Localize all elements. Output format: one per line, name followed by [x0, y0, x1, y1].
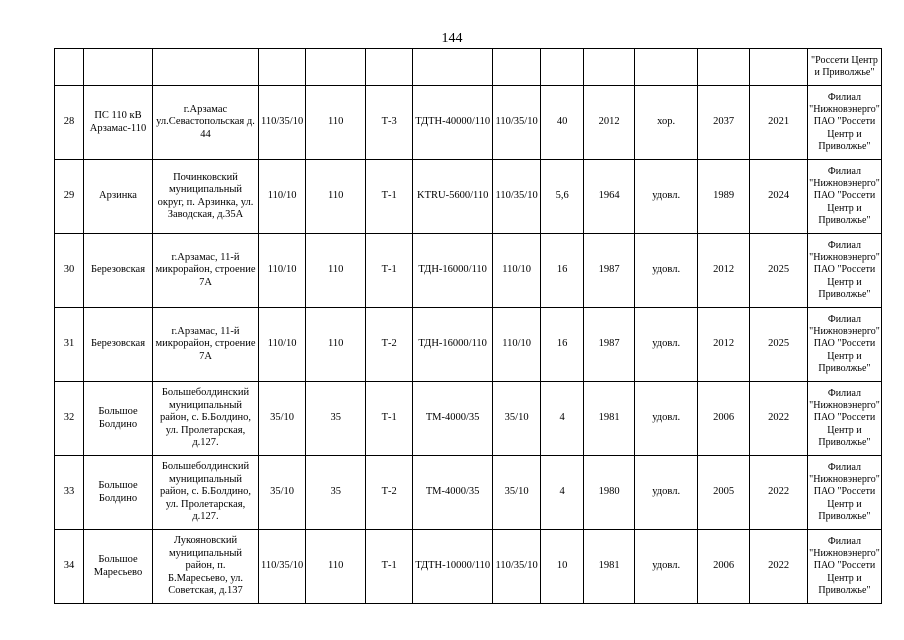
- table-cell: [584, 49, 635, 86]
- year-replace-cell: 2005: [698, 456, 750, 530]
- row-number-cell: 33: [55, 456, 84, 530]
- year-plan-cell: 2025: [750, 308, 808, 382]
- year-replace-cell: 2012: [698, 234, 750, 308]
- year-plan-cell: 2022: [750, 530, 808, 604]
- table-cell: [153, 49, 259, 86]
- substation-name-cell: Большое Маресьево: [84, 530, 153, 604]
- power-cell: 5,6: [541, 160, 584, 234]
- year-installed-cell: 2012: [584, 86, 635, 160]
- substation-name-cell: Большое Болдино: [84, 382, 153, 456]
- power-cell: 4: [541, 382, 584, 456]
- power-cell: 16: [541, 234, 584, 308]
- year-replace-cell: 2012: [698, 308, 750, 382]
- transformer-type-cell: ТМ-4000/35: [413, 456, 493, 530]
- power-cell: 16: [541, 308, 584, 382]
- table-row: [55, 160, 882, 234]
- owner-cell: Филиал "Нижновэнерго" ПАО "Россети Центр и Приволжье": [808, 234, 882, 308]
- address-cell: г.Арзамас, 11-й микрорайон, строение 7А: [153, 234, 259, 308]
- year-replace-cell: 2037: [698, 86, 750, 160]
- transformer-number-cell: Т-1: [366, 160, 413, 234]
- address-cell: Большеболдинский муниципальный район, с. Б.Болдино, ул. Пролетарская, д.127.: [153, 382, 259, 456]
- year-installed-cell: 1981: [584, 382, 635, 456]
- transformer-type-cell: ТМ-4000/35: [413, 382, 493, 456]
- table-row: [55, 530, 882, 604]
- voltage-class-cell: 110/35/10: [259, 86, 306, 160]
- address-cell: Починковский муниципальный округ, п. Арзинка, ул. Заводская, д.35А: [153, 160, 259, 234]
- year-replace-cell: 2006: [698, 382, 750, 456]
- table-cell: [306, 49, 366, 86]
- substation-name-cell: Арзинка: [84, 160, 153, 234]
- row-number-cell: 29: [55, 160, 84, 234]
- voltage-cell: 110: [306, 308, 366, 382]
- power-cell: 4: [541, 456, 584, 530]
- voltage-class-cell: 110/10: [259, 160, 306, 234]
- substation-table: [54, 48, 882, 604]
- transformer-type-cell: ТДН-16000/110: [413, 308, 493, 382]
- year-installed-cell: 1980: [584, 456, 635, 530]
- transformer-number-cell: Т-2: [366, 456, 413, 530]
- owner-cell: Филиал "Нижновэнерго" ПАО "Россети Центр и Приволжье": [808, 308, 882, 382]
- table-cell: [84, 49, 153, 86]
- transformer-voltage-cell: 110/10: [493, 234, 541, 308]
- year-plan-cell: 2024: [750, 160, 808, 234]
- voltage-class-cell: 110/35/10: [259, 530, 306, 604]
- table-row: [55, 308, 882, 382]
- voltage-cell: 35: [306, 382, 366, 456]
- owner-cell: Филиал "Нижновэнерго" ПАО "Россети Центр и Приволжье": [808, 382, 882, 456]
- transformer-number-cell: Т-3: [366, 86, 413, 160]
- table-cell: [259, 49, 306, 86]
- transformer-number-cell: Т-2: [366, 308, 413, 382]
- voltage-class-cell: 110/10: [259, 234, 306, 308]
- table-row: [55, 86, 882, 160]
- condition-cell: удовл.: [635, 456, 698, 530]
- voltage-class-cell: 110/10: [259, 308, 306, 382]
- transformer-number-cell: Т-1: [366, 382, 413, 456]
- year-replace-cell: 1989: [698, 160, 750, 234]
- transformer-voltage-cell: 110/10: [493, 308, 541, 382]
- table-row: [55, 382, 882, 456]
- table-cell: [366, 49, 413, 86]
- row-number-cell: 31: [55, 308, 84, 382]
- owner-cell: Филиал "Нижновэнерго" ПАО "Россети Центр и Приволжье": [808, 86, 882, 160]
- transformer-voltage-cell: 110/35/10: [493, 160, 541, 234]
- transformer-number-cell: Т-1: [366, 530, 413, 604]
- condition-cell: удовл.: [635, 234, 698, 308]
- row-number-cell: 32: [55, 382, 84, 456]
- table-cell: [55, 49, 84, 86]
- table-row: [55, 456, 882, 530]
- table-cell: [493, 49, 541, 86]
- substation-name-cell: Большое Болдино: [84, 456, 153, 530]
- year-replace-cell: 2006: [698, 530, 750, 604]
- power-cell: 40: [541, 86, 584, 160]
- year-installed-cell: 1981: [584, 530, 635, 604]
- year-plan-cell: 2022: [750, 382, 808, 456]
- owner-cell: "Россети Центр и Приволжье": [808, 49, 882, 86]
- substation-name-cell: ПС 110 кВ Арзамас-110: [84, 86, 153, 160]
- year-installed-cell: 1987: [584, 234, 635, 308]
- voltage-cell: 110: [306, 160, 366, 234]
- address-cell: г.Арзамас ул.Севастопольская д. 44: [153, 86, 259, 160]
- year-installed-cell: 1964: [584, 160, 635, 234]
- row-number-cell: 34: [55, 530, 84, 604]
- address-cell: Лукояновский муниципальный район, п. Б.Маресьево, ул. Советская, д.137: [153, 530, 259, 604]
- table-cell: [413, 49, 493, 86]
- address-cell: Большеболдинский муниципальный район, с. Б.Болдино, ул. Пролетарская, д.127.: [153, 456, 259, 530]
- condition-cell: удовл.: [635, 530, 698, 604]
- condition-cell: удовл.: [635, 382, 698, 456]
- condition-cell: удовл.: [635, 160, 698, 234]
- transformer-voltage-cell: 35/10: [493, 456, 541, 530]
- table-cell: [541, 49, 584, 86]
- row-number-cell: 28: [55, 86, 84, 160]
- transformer-type-cell: ТДТН-40000/110: [413, 86, 493, 160]
- year-plan-cell: 2025: [750, 234, 808, 308]
- condition-cell: удовл.: [635, 308, 698, 382]
- transformer-voltage-cell: 110/35/10: [493, 530, 541, 604]
- condition-cell: хор.: [635, 86, 698, 160]
- substation-name-cell: Березовская: [84, 234, 153, 308]
- transformer-type-cell: ТДТН-10000/110: [413, 530, 493, 604]
- transformer-type-cell: KTRU-5600/110: [413, 160, 493, 234]
- address-cell: г.Арзамас, 11-й микрорайон, строение 7А: [153, 308, 259, 382]
- row-number-cell: 30: [55, 234, 84, 308]
- year-plan-cell: 2022: [750, 456, 808, 530]
- table-cell: [750, 49, 808, 86]
- voltage-cell: 110: [306, 234, 366, 308]
- power-cell: 10: [541, 530, 584, 604]
- owner-cell: Филиал "Нижновэнерго" ПАО "Россети Центр и Приволжье": [808, 160, 882, 234]
- voltage-class-cell: 35/10: [259, 382, 306, 456]
- voltage-cell: 35: [306, 456, 366, 530]
- table-cell: [635, 49, 698, 86]
- table-row: [55, 234, 882, 308]
- owner-cell: Филиал "Нижновэнерго" ПАО "Россети Центр и Приволжье": [808, 530, 882, 604]
- year-plan-cell: 2021: [750, 86, 808, 160]
- transformer-voltage-cell: 110/35/10: [493, 86, 541, 160]
- substation-name-cell: Березовская: [84, 308, 153, 382]
- table-cell: [698, 49, 750, 86]
- page-number: 144: [441, 31, 463, 46]
- transformer-number-cell: Т-1: [366, 234, 413, 308]
- transformer-type-cell: ТДН-16000/110: [413, 234, 493, 308]
- voltage-cell: 110: [306, 86, 366, 160]
- transformer-voltage-cell: 35/10: [493, 382, 541, 456]
- owner-cell: Филиал "Нижновэнерго" ПАО "Россети Центр и Приволжье": [808, 456, 882, 530]
- year-installed-cell: 1987: [584, 308, 635, 382]
- voltage-cell: 110: [306, 530, 366, 604]
- continuation-row: [55, 49, 882, 86]
- voltage-class-cell: 35/10: [259, 456, 306, 530]
